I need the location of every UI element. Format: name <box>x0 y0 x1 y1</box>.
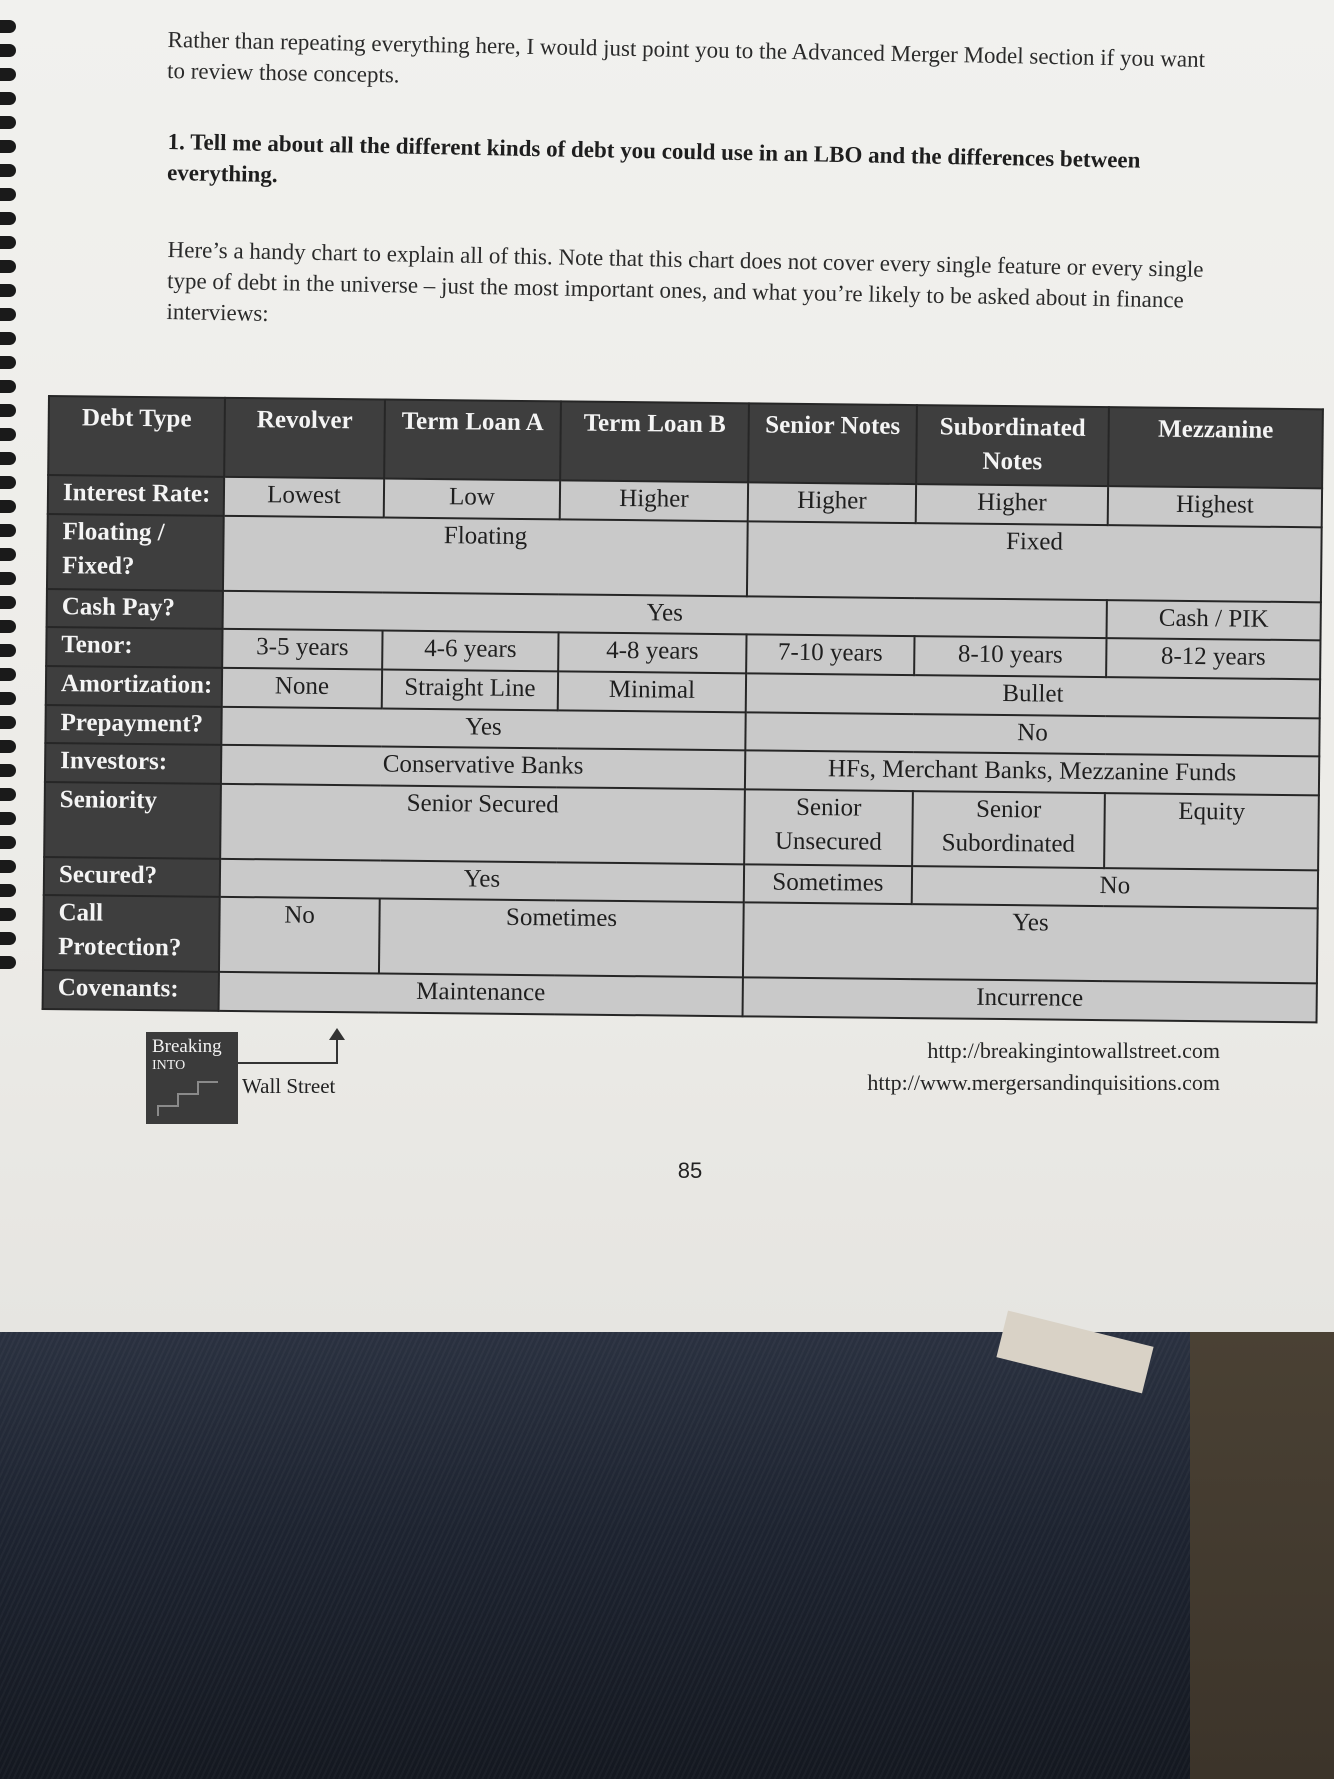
binding-ring <box>0 212 16 225</box>
binding-ring <box>0 764 16 777</box>
header-debt-type: Debt Type <box>48 396 225 477</box>
binding-ring <box>0 668 16 681</box>
logo-vertical-line <box>336 1038 338 1064</box>
cell: 8-10 years <box>914 637 1106 678</box>
binding-ring <box>0 836 16 849</box>
header-subordinated-notes: Subordinated Notes <box>916 405 1109 486</box>
binding-ring <box>0 476 16 489</box>
cell: Higher <box>916 484 1108 525</box>
cell: 4-8 years <box>558 633 746 674</box>
cell: Highest <box>1108 486 1322 527</box>
binding-ring <box>0 380 16 393</box>
logo-box <box>146 1032 238 1124</box>
table-header-row <box>48 396 1323 489</box>
cell: 3-5 years <box>222 629 382 669</box>
binding-ring <box>0 860 16 873</box>
binding-ring <box>0 788 16 801</box>
header-mezzanine: Mezzanine <box>1108 407 1323 489</box>
binding-ring <box>0 284 16 297</box>
binding-ring <box>0 92 16 105</box>
table-row <box>44 782 1319 870</box>
binding-ring <box>0 116 16 129</box>
cell: Incurrence <box>743 978 1317 1023</box>
binding-ring <box>0 572 16 585</box>
row-label-tenor: Tenor: <box>46 627 222 667</box>
cell: Conservative Banks <box>221 745 745 789</box>
cell: Floating <box>223 516 748 596</box>
binding-ring <box>0 500 16 513</box>
cell: Sometimes <box>744 864 912 904</box>
debt-table-wrapper <box>42 395 1322 1023</box>
binding-ring <box>0 740 16 753</box>
cell: Low <box>384 479 560 519</box>
cell: No <box>219 897 380 974</box>
url-mergers-and-inquisitions[interactable]: http://www.mergersandinquisitions.com <box>867 1070 1220 1095</box>
row-label-secured: Secured? <box>44 857 220 897</box>
binding-ring <box>0 452 16 465</box>
binding-ring <box>0 428 16 441</box>
cell: No <box>912 866 1318 909</box>
cell: Higher <box>560 481 748 522</box>
binding-ring <box>0 332 16 345</box>
cell: Senior Unsecured <box>744 789 913 866</box>
logo-text-breaking: Breaking <box>152 1036 222 1057</box>
binding-ring <box>0 620 16 633</box>
binding-ring <box>0 188 16 201</box>
cell: Sometimes <box>379 899 744 978</box>
arrow-up-icon <box>329 1028 345 1040</box>
stairs-icon <box>154 1076 234 1120</box>
cell: Yes <box>221 706 745 750</box>
binding-ring <box>0 68 16 81</box>
cell: 7-10 years <box>746 635 914 675</box>
logo-text-into: INTO <box>152 1058 186 1073</box>
row-label-seniority: Seniority <box>44 782 221 859</box>
binding-ring <box>0 308 16 321</box>
denim-background <box>0 1332 1334 1779</box>
row-label-floating-fixed: Floating / Fixed? <box>47 514 224 591</box>
binding-ring <box>0 692 16 705</box>
cell: Minimal <box>558 671 746 712</box>
cell: Cash / PIK <box>1107 600 1321 641</box>
breaking-into-wall-street-logo <box>146 1032 364 1124</box>
cell: Yes <box>743 903 1318 984</box>
binding-ring <box>0 404 16 417</box>
cell: Fixed <box>747 521 1322 602</box>
header-term-loan-b: Term Loan B <box>560 401 749 482</box>
logo-line <box>238 1062 338 1064</box>
binding-ring <box>0 932 16 945</box>
intro-paragraph: Rather than repeating everything here, I would just point you to the Advanced Merger Model section if you want to review those concepts. <box>166 26 1206 88</box>
header-revolver: Revolver <box>224 398 385 479</box>
binding-ring <box>0 236 16 249</box>
binding-ring <box>0 260 16 273</box>
cell: 4-6 years <box>382 631 558 671</box>
cell: Straight Line <box>382 670 558 710</box>
binding-ring <box>0 596 16 609</box>
row-label-call-protection: Call Protection? <box>43 895 220 972</box>
binding-ring <box>0 908 16 921</box>
binding-ring <box>0 956 16 969</box>
cell: Maintenance <box>219 972 743 1016</box>
binding-ring <box>0 140 16 153</box>
binding-ring <box>0 20 16 33</box>
cell: No <box>745 712 1319 757</box>
binding-ring <box>0 44 16 57</box>
table-row <box>43 895 1318 983</box>
cell: Senior Secured <box>220 784 745 864</box>
url-breaking-into-wall-street[interactable]: http://breakingintowallstreet.com <box>927 1038 1220 1063</box>
header-term-loan-a: Term Loan A <box>384 400 561 481</box>
chart-intro-paragraph: Here’s a handy chart to explain all of this. Note that this chart does not cover every single feature or every single type of debt in the universe – just the most important ones, and what you’re likely to be asked about in finance interviews: <box>166 236 1204 326</box>
cell: Lowest <box>224 477 384 517</box>
spiral-binding <box>0 20 20 980</box>
row-label-investors: Investors: <box>45 743 221 783</box>
binding-ring <box>0 812 16 825</box>
footer-urls <box>740 1035 1220 1099</box>
row-label-prepayment: Prepayment? <box>45 705 221 745</box>
question-heading: 1. Tell me about all the different kinds of debt you could use in an LBO and the differences between everything. <box>166 128 1141 188</box>
floor-background <box>1190 1332 1334 1779</box>
binding-ring <box>0 164 16 177</box>
binding-ring <box>0 716 16 729</box>
cell: Yes <box>223 591 1107 639</box>
cell: Equity <box>1104 793 1319 870</box>
debt-comparison-table <box>42 395 1324 1023</box>
row-label-cash-pay: Cash Pay? <box>47 589 223 629</box>
cell: Bullet <box>746 673 1320 718</box>
row-label-interest-rate: Interest Rate: <box>48 475 224 515</box>
binding-ring <box>0 356 16 369</box>
cell: Higher <box>748 483 916 523</box>
binding-ring <box>0 884 16 897</box>
cell: HFs, Merchant Banks, Mezzanine Funds <box>745 751 1319 796</box>
row-label-covenants: Covenants: <box>43 970 219 1010</box>
cell: None <box>222 668 382 708</box>
row-label-amortization: Amortization: <box>46 666 222 706</box>
cell: 8-12 years <box>1106 639 1320 680</box>
binding-ring <box>0 644 16 657</box>
binding-ring <box>0 524 16 537</box>
logo-text-wall-street: Wall Street <box>242 1074 336 1098</box>
binding-ring <box>0 548 16 561</box>
cell: Senior Subordinated <box>912 791 1105 868</box>
cell: Yes <box>220 859 744 903</box>
page-number: 85 <box>677 1158 703 1183</box>
header-senior-notes: Senior Notes <box>748 403 917 484</box>
table-row <box>47 514 1322 602</box>
